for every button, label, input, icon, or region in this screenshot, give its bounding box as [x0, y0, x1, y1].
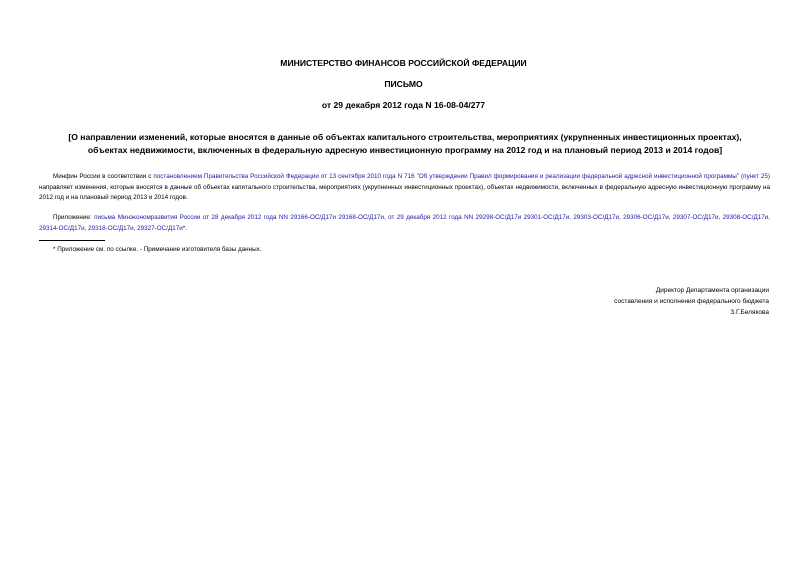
paragraph-text: Минфин России в соответствии с: [53, 173, 154, 180]
attachment-paragraph: [39, 213, 770, 234]
subject-line-1: [О направлении изменений, которые вносятся в данные об объектах капитального строительства, мероприятиях (укрупненных инвестиционных проектах),: [68, 132, 742, 142]
subject-line-2: объектах недвижимости, включенных в федеральную адресную инвестиционную программу на 2012 год и на плановый период 2013 и 2014 годов]: [87, 144, 723, 155]
paragraph-text: направляет изменения, которые вносятся в данные об объектах капитального строительства, мероприятиях (укрупненных инвестиционных проектах), объектах недвижимости, включенных в федеральную адресную инвестиционную программу на 2012 год и на плановый период 2013 и 2014 годов.: [39, 183, 770, 202]
footnote-divider: [39, 240, 105, 241]
signer-name: З.Г.Белякова: [730, 309, 769, 316]
attachment-label: Приложение:: [53, 214, 95, 221]
body-paragraph-1: [39, 172, 770, 204]
attachment-letters-link[interactable]: письма Минэкономразвития России от 28 декабря 2012 года NN 29166-ОС/Д17и 29168-ОС/Д17и, от 29 декабря 2012 года NN 29298-ОС/Д17и 29301-ОС/Д17и, 29303-ОС/Д17и, 29306-ОС/Д17и, 29307-ОС/Д17и, 29308-ОС/Д17и, 29314-ОС/Д17и, 29318-ОС/Д17и, 29327-ОС/Д17и: [39, 214, 770, 232]
signer-position-line-2: составления и исполнения федерального бюджета: [614, 298, 769, 305]
document-type: ПИСЬМО: [384, 79, 423, 89]
footnote-marker: *.: [182, 224, 187, 232]
signature-block: [614, 285, 769, 318]
footnote-text: * Приложение см. по ссылке. - Примечание изготовителя базы данных.: [53, 246, 262, 253]
decree-link[interactable]: постановлением Правительства Российской Федерации от 13 сентября 2010 года N 716 "Об утверждении Правил формирования и реализации федеральной адресной инвестиционной программы" (пункт 25): [153, 173, 770, 180]
issuer-title: МИНИСТЕРСТВО ФИНАНСОВ РОССИЙСКОЙ ФЕДЕРАЦИИ: [280, 58, 527, 68]
signer-position-line-1: Директор Департамента организации: [655, 287, 769, 294]
document-date-number: от 29 декабря 2012 года N 16-08-04/277: [321, 100, 486, 110]
document-subject: [40, 131, 770, 156]
